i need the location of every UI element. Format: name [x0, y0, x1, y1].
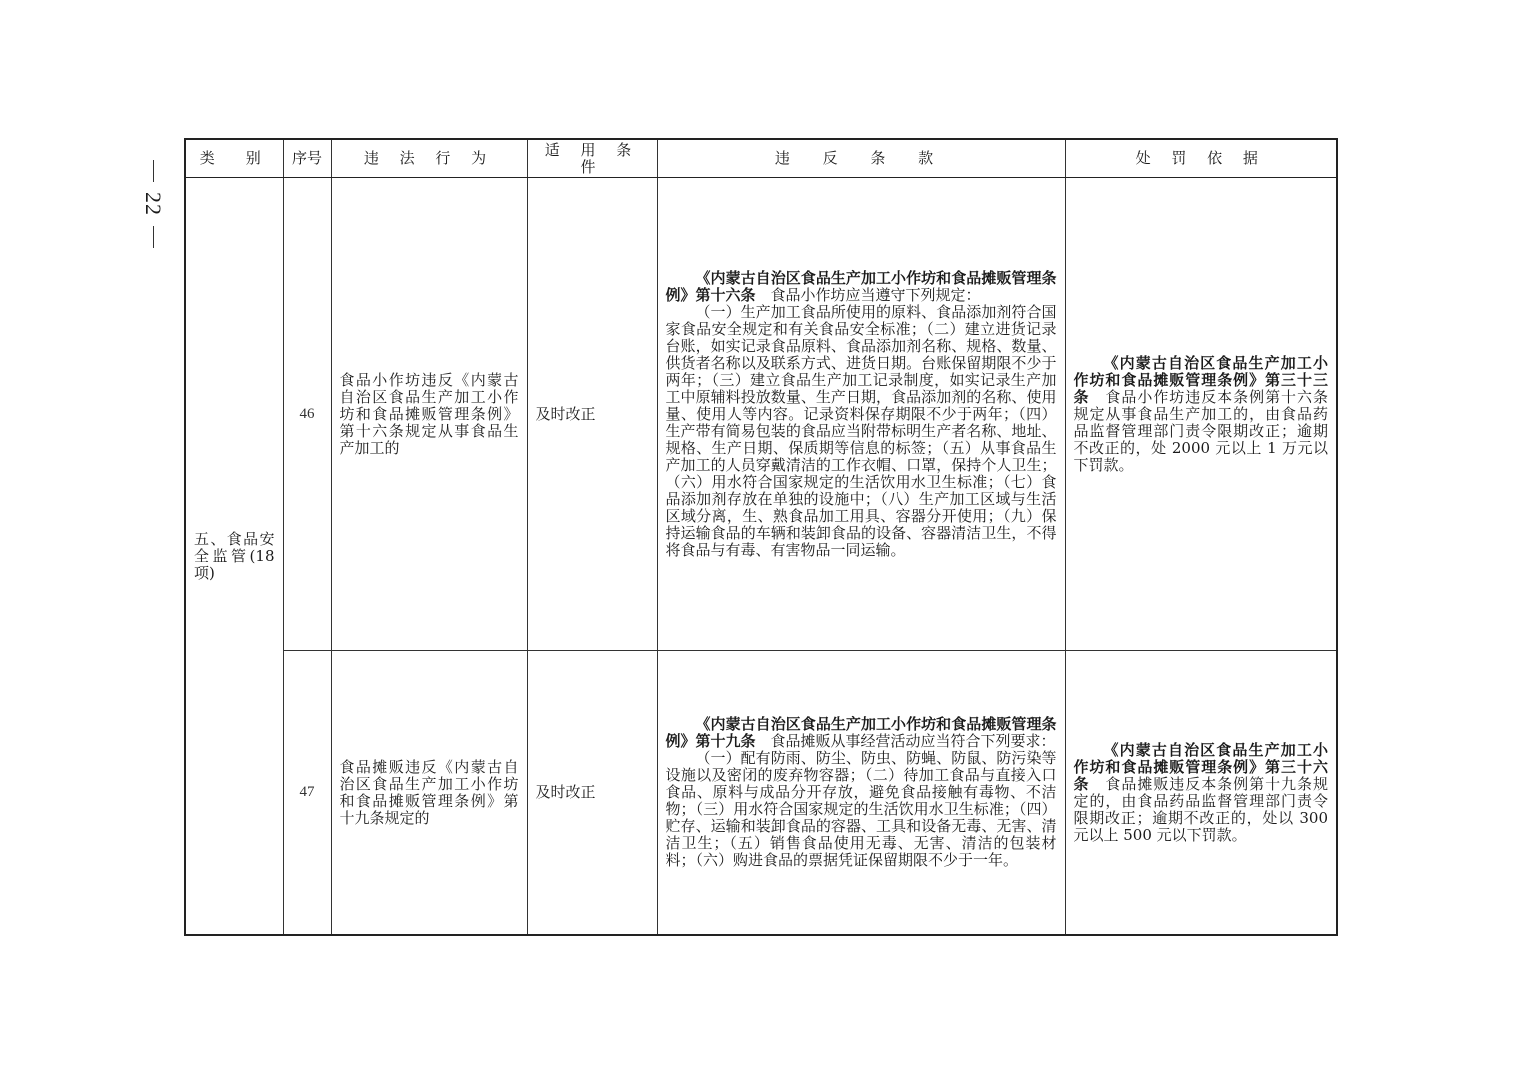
table-row	[185, 178, 1337, 651]
violation-behavior: 食品摊贩违反《内蒙古自治区食品生产加工小作坊和食品摊贩管理条例》第十九条规定的	[331, 651, 527, 936]
category-text: 五、食品安全监管(18项)	[194, 529, 275, 582]
applicable-condition: 及时改正	[527, 651, 657, 936]
page-number-text: 22	[141, 192, 166, 216]
header-category: 类 别	[185, 139, 283, 178]
header-basis: 处 罚 依 据	[1065, 139, 1337, 178]
basis-title: 《内蒙古自治区食品生产加工小作坊和食品摊贩管理条例》第三十六条	[1073, 740, 1328, 793]
penalty-basis	[1065, 178, 1337, 651]
clause-lead: 食品摊贩从事经营活动应当符合下列要求：	[755, 732, 1056, 750]
clause-body: （一）配有防雨、防尘、防虫、防蝇、防鼠、防污染等设施以及密闭的废弃物容器；（二）待加工食品与直接入口食品、原料与成品分开存放，避免食品接触有毒物、不洁物；（三）用水符合国家规定的生活饮用水卫生标准；（四）贮存、运输和装卸食品的容器、工具和设备无毒、无害、清洁卫生；（五）销售食品使用无毒、无害、清洁的包装材料；（六）购进食品的票据凭证保留期限不少于一年。	[665, 749, 1057, 869]
page-number	[128, 160, 178, 280]
violation-behavior: 食品小作坊违反《内蒙古自治区食品生产加工小作坊和食品摊贩管理条例》第十六条规定从事食品生产加工的	[331, 178, 527, 651]
penalty-basis	[1065, 651, 1337, 936]
clause-title: 《内蒙古自治区食品生产加工小作坊和食品摊贩管理条例》第十六条	[665, 268, 1057, 304]
row-number: 46	[283, 178, 331, 651]
clause-body: （一）生产加工食品所使用的原料、食品添加剂符合国家食品安全规定和有关食品安全标准；（二）建立进货记录台账，如实记录食品原料、食品添加剂名称、规格、数量、供货者名称以及联系方式、进货日期。台账保留期限不少于两年；（三）建立食品生产加工记录制度，如实记录生产加工中原辅料投放数量、生产日期，食品添加剂的名称、使用量、使用人等内容。记录资料保存期限不少于两年；（四）生产带有简易包装的食品应当附带标明生产者名称、地址、规格、生产日期、保质期等信息的标签；（五）从事食品生产加工的人员穿戴清洁的工作衣帽、口罩，保持个人卫生；（六）用水符合国家规定的生活饮用水卫生标准；（七）食品添加剂存放在单独的设施中；（八）生产加工区域与生活区域分离，生、熟食品加工用具、容器分开使用；（九）保持运输食品的车辆和装卸食品的设备、容器清洁卫生，不得将食品与有毒、有害物品一同运输。	[665, 302, 1057, 559]
basis-title: 《内蒙古自治区食品生产加工小作坊和食品摊贩管理条例》第三十三条	[1073, 353, 1328, 406]
header-number: 序号	[283, 139, 331, 178]
category-cell	[185, 178, 283, 936]
table-row	[185, 651, 1337, 936]
violated-clause	[657, 178, 1065, 651]
basis-body: 食品小作坊违反本条例第十六条规定从事食品生产加工的，由食品药品监督管理部门责令限期改正；逾期不改正的，处 2000 元以上 1 万元以下罚款。	[1073, 387, 1328, 474]
header-clause: 违 反 条 款	[657, 139, 1065, 178]
page-number-rule-top	[153, 160, 154, 182]
row-number: 47	[283, 651, 331, 936]
basis-body: 食品摊贩违反本条例第十九条规定的，由食品药品监督管理部门责令限期改正；逾期不改正的，处以 300 元以上 500 元以下罚款。	[1073, 774, 1328, 844]
table-header-row	[185, 139, 1337, 178]
header-behavior: 违 法 行 为	[331, 139, 527, 178]
clause-title: 《内蒙古自治区食品生产加工小作坊和食品摊贩管理条例》第十九条	[665, 715, 1057, 750]
clause-lead: 食品小作坊应当遵守下列规定：	[755, 285, 981, 304]
header-condition: 适 用 条 件	[527, 139, 657, 178]
violated-clause	[657, 651, 1065, 936]
applicable-condition: 及时改正	[527, 178, 657, 651]
page-number-rule-bottom	[153, 226, 154, 248]
penalty-table	[184, 138, 1338, 936]
